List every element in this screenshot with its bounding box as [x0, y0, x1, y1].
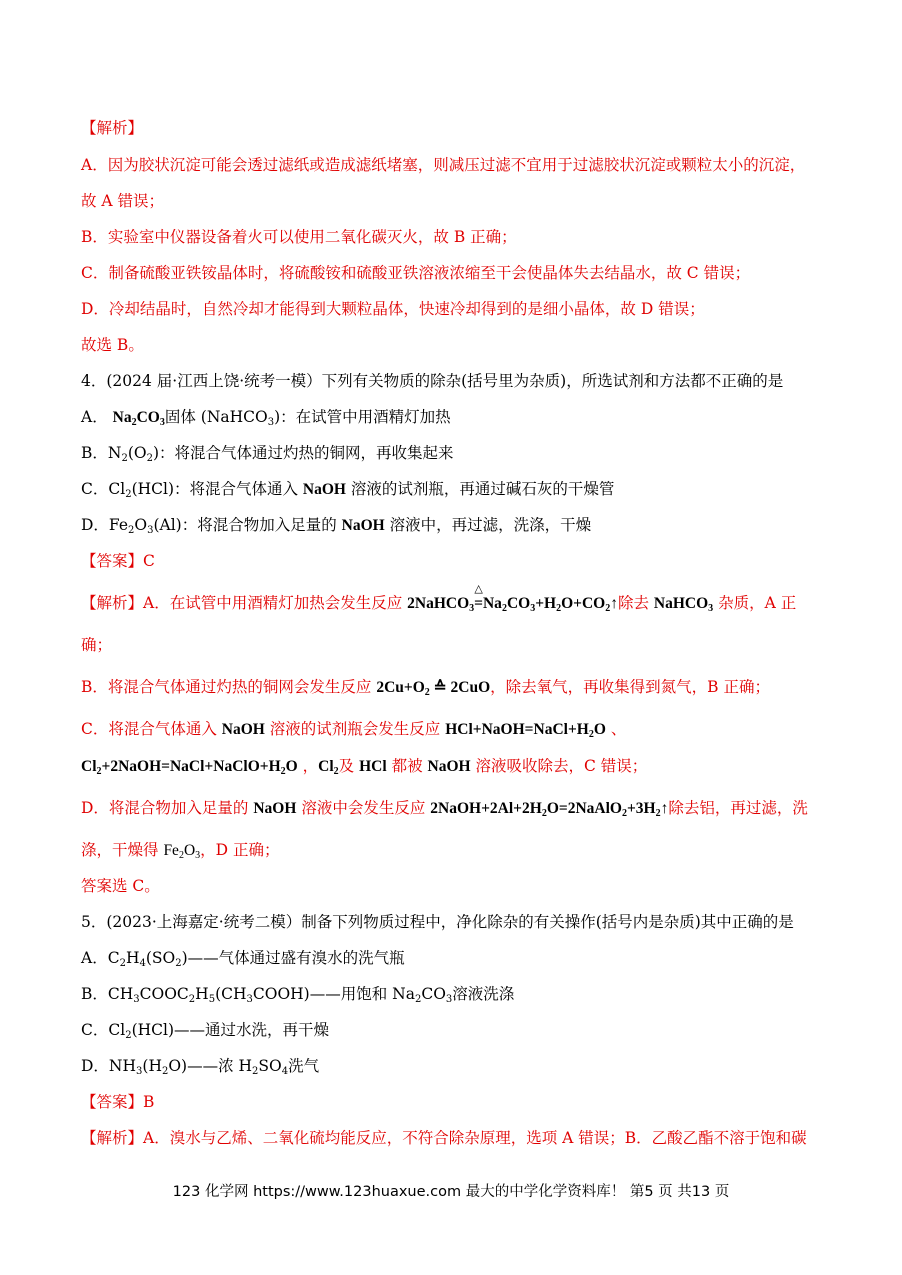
- q4-option-d: D．$Fe_2O_3(Al)$：将混合物加入足量的 NaOH 溶液中，再过滤，洗涤，干燥: [81, 516, 592, 536]
- q3-analysis-a-line1: A．因为胶状沉淀可能会透过滤纸或造成滤纸堵塞，则减压过滤不宜用于过滤胶状沉淀或颗粒太小的沉淀，: [81, 156, 806, 174]
- q5-option-b: B．$CH_3COOC_2H_5(CH_3COOH)——$用饱和 $Na_2CO_3$溶液洗涤: [81, 985, 515, 1005]
- q5-stem: 5．(2023·上海嘉定·统考二模）制备下列物质过程中，净化除杂的有关操作(括号内是杂质)其中正确的是: [81, 913, 794, 931]
- q3-conclusion: 故选 B。: [81, 336, 144, 354]
- q4-analysis-a-line1: 【解析】A．在试管中用酒精灯加热会发生反应 2NaHCO$_3$△ $=Na_2CO_3+H_2O+CO_2↑$除去 NaHCO$_3$ 杂质，A 正: [81, 593, 796, 614]
- q4-stem: 4．(2024 届·江西上饶·统考一模）下列有关物质的除杂(括号里为杂质)，所选试剂和方法都不正确的是: [81, 372, 784, 390]
- q5-option-a: A．$C_2H_4(SO_2)——$气体通过盛有溴水的洗气瓶: [81, 949, 405, 969]
- q5-option-c: C．$Cl_2(HCl)——$通过水洗，再干燥: [81, 1021, 329, 1041]
- q4-analysis-c-line1: C．将混合气体通入 NaOH 溶液的试剂瓶会发生反应 $HCl+NaOH=NaCl+H_2O$ 、: [81, 720, 627, 740]
- q4-analysis-a-line2: 确；: [81, 636, 113, 654]
- q5-option-d: D．$NH_3(H_2O)——$浓 $H_2SO_4$洗气: [81, 1057, 320, 1077]
- q4-option-b: B．$N_2(O_2)$：将混合气体通过灼热的铜网，再收集起来: [81, 444, 454, 464]
- q3-analysis-b: B．实验室中仪器设备着火可以使用二氧化碳灭火，故 B 正确；: [81, 228, 517, 246]
- q4-analysis-d-line2: 涤，干燥得 $Fe_2O_3$，D 正确；: [81, 841, 280, 861]
- q5-analysis: 【解析】A．溴水与乙烯、二氧化硫均能反应，不符合除杂原理，选项 A 错误；B．乙酸乙酯不溶于饱和碳: [81, 1129, 807, 1147]
- q4-analysis-d-line1: D．将混合物加入足量的 NaOH 溶液中会发生反应 $2NaOH+2Al+2H_2O=2NaAlO_2+3H_2↑$除去铝，再过滤，洗: [81, 799, 808, 819]
- q3-analysis-a-line2: 故 A 错误；: [81, 192, 165, 210]
- q4-analysis-b: B．将混合气体通过灼热的铜网会发生反应 $2Cu+O_2$ ≙ 2CuO，除去氧气，再收集得到氮气，B 正确；: [81, 678, 770, 698]
- q3-analysis-label: 【解析】: [81, 119, 144, 137]
- q4-option-a: A． $Na_2CO_3$固体 (NaHCO$_3$)：在试管中用酒精灯加热: [81, 408, 451, 428]
- q4-answer: 【答案】C: [81, 552, 155, 570]
- page-footer: 123 化学网 https://www.123huaxue.com 最大的中学化学资料库！ 第5 页 共13 页: [172, 1184, 730, 1200]
- q3-analysis-d: D．冷却结晶时，自然冷却才能得到大颗粒晶体，快速冷却得到的是细小晶体，故 D 错误；: [81, 300, 705, 318]
- q4-conclusion: 答案选 C。: [81, 877, 160, 895]
- q5-answer: 【答案】B: [81, 1093, 155, 1111]
- q3-analysis-c: C．制备硫酸亚铁铵晶体时，将硫酸铵和硫酸亚铁溶液浓缩至干会使晶体失去结晶水，故 C 错误；: [81, 264, 751, 282]
- q4-option-c: C．$Cl_2(HCl)$：将混合气体通入 NaOH 溶液的试剂瓶，再通过碱石灰的干燥管: [81, 480, 615, 500]
- q4-analysis-c-line2: $Cl_2+2NaOH=NaCl+NaClO+H_2O$ ，$Cl_2$及 HCl 都被 NaOH 溶液吸收除去，C 错误；: [81, 757, 648, 777]
